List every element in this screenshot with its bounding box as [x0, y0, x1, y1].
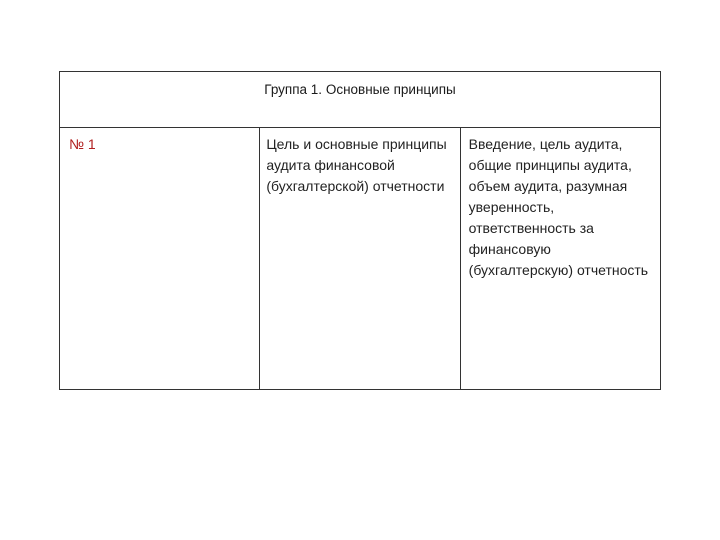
group-header: Группа 1. Основные принципы — [60, 72, 661, 128]
row-topic: Цель и основные принципы аудита финансовой (бухгалтерской) отчетности — [260, 128, 460, 390]
principles-table — [59, 71, 661, 390]
row-number: № 1 — [60, 128, 260, 390]
table-row — [60, 128, 661, 390]
table-header-row — [60, 72, 661, 128]
row-description: Введение, цель аудита, общие принципы аудита, объем аудита, разумная уверенность, ответственность за финансовую (бухгалтерскую) отчетность — [460, 128, 660, 390]
